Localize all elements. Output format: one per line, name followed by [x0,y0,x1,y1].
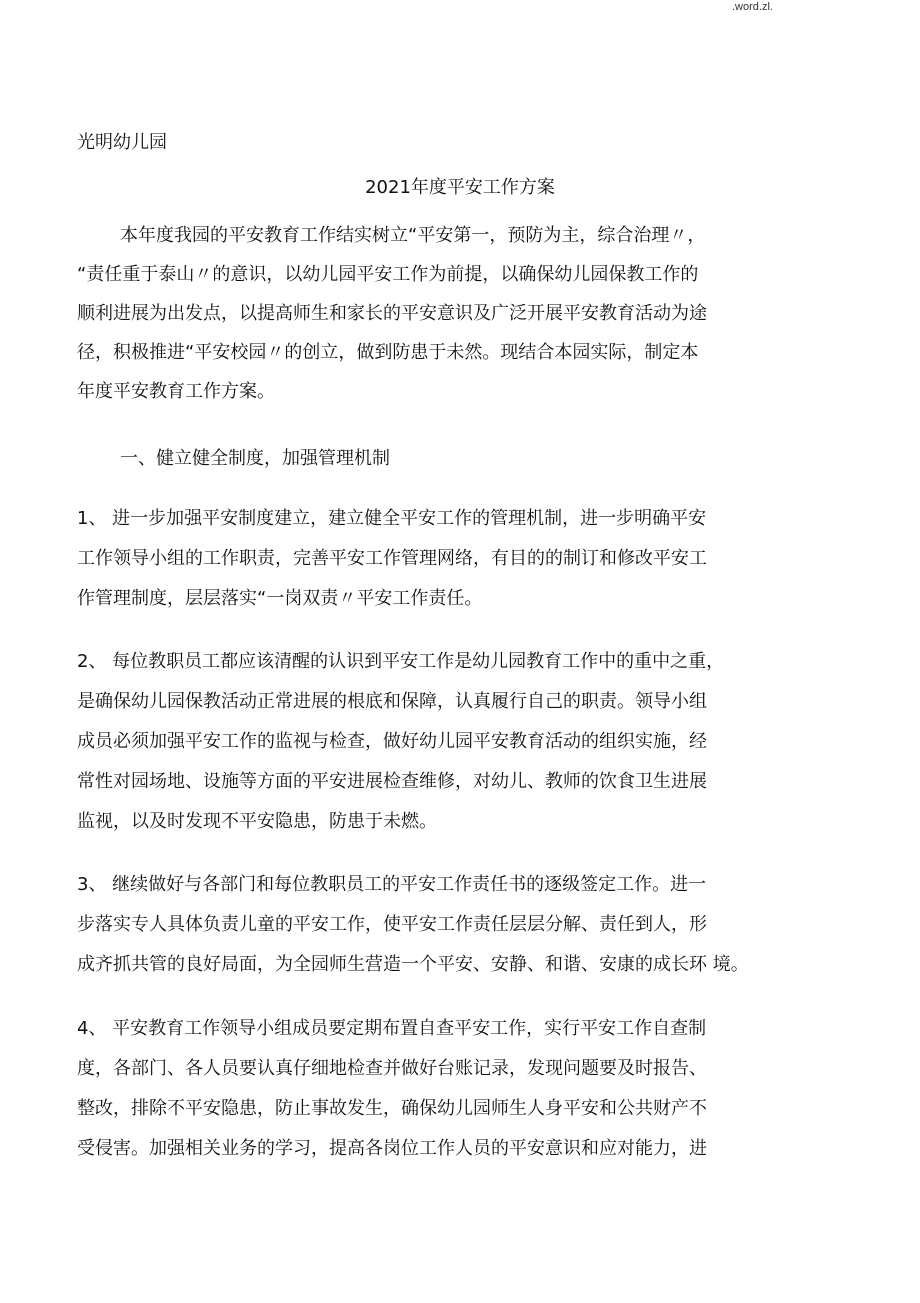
intro-line: “责任重于泰山〃的意识，以幼儿园平安工作为前提，以确保幼儿园保教工作的 [77,264,699,285]
document-title: 2021年度平安工作方案 [365,177,555,198]
item-4-line: 4、 平安教育工作领导小组成员要定期布置自查平安工作，实行平安工作自查制 [77,1018,707,1039]
item-4-line: 整改，排除不平安隐患，防止事故发生，确保幼儿园师生人身平安和公共财产不 [77,1098,707,1119]
item-2-line: 是确保幼儿园保教活动正常进展的根底和保障，认真履行自己的职责。领导小组 [77,691,707,712]
intro-line: 年度平安教育工作方案。 [77,381,275,402]
item-1-line: 作管理制度，层层落实“一岗双责〃平安工作责任。 [77,588,483,609]
item-3-line: 成齐抓共管的良好局面，为全园师生营造一个平安、安静、和谐、安康的成长环 境。 [77,954,749,975]
item-1-line: 工作领导小组的工作职责，完善平安工作管理网络，有目的的制订和修改平安工 [77,548,707,569]
item-2-line: 成员必须加强平安工作的监视与检查，做好幼儿园平安教育活动的组织实施，经 [77,731,707,752]
organization-name: 光明幼儿园 [77,132,167,153]
intro-line: 本年度我园的平安教育工作结实树立“平安第一，预防为主，综合治理〃， [120,225,706,246]
item-2-line: 常性对园场地、设施等方面的平安进展检查维修，对幼儿、教师的饮食卫生进展 [77,771,707,792]
section-heading: 一、健立健全制度，加强管理机制 [120,448,390,469]
header-watermark: .word.zl. [732,1,773,13]
item-2-line: 2、 每位教职员工都应该清醒的认识到平安工作是幼儿园教育工作中的重中之重， [77,651,725,672]
item-3-line: 步落实专人具体负责儿童的平安工作，使平安工作责任层层分解、责任到人，形 [77,914,707,935]
intro-line: 径，积极推进“平安校园〃的创立，做到防患于未然。现结合本园实际，制定本 [77,342,699,363]
item-1-line: 1、 进一步加强平安制度建立，建立健全平安工作的管理机制，进一步明确平安 [77,508,707,529]
item-4-line: 受侵害。加强相关业务的学习，提高各岗位工作人员的平安意识和应对能力，进 [77,1138,707,1159]
item-3-line: 3、 继续做好与各部门和每位教职员工的平安工作责任书的逐级签定工作。进一 [77,874,707,895]
item-4-line: 度，各部门、各人员要认真仔细地检查并做好台账记录，发现问题要及时报告、 [77,1058,707,1079]
item-2-line: 监视，以及时发现不平安隐患，防患于未燃。 [77,811,437,832]
intro-line: 顺利进展为出发点，以提高师生和家长的平安意识及广泛开展平安教育活动为途 [77,303,707,324]
